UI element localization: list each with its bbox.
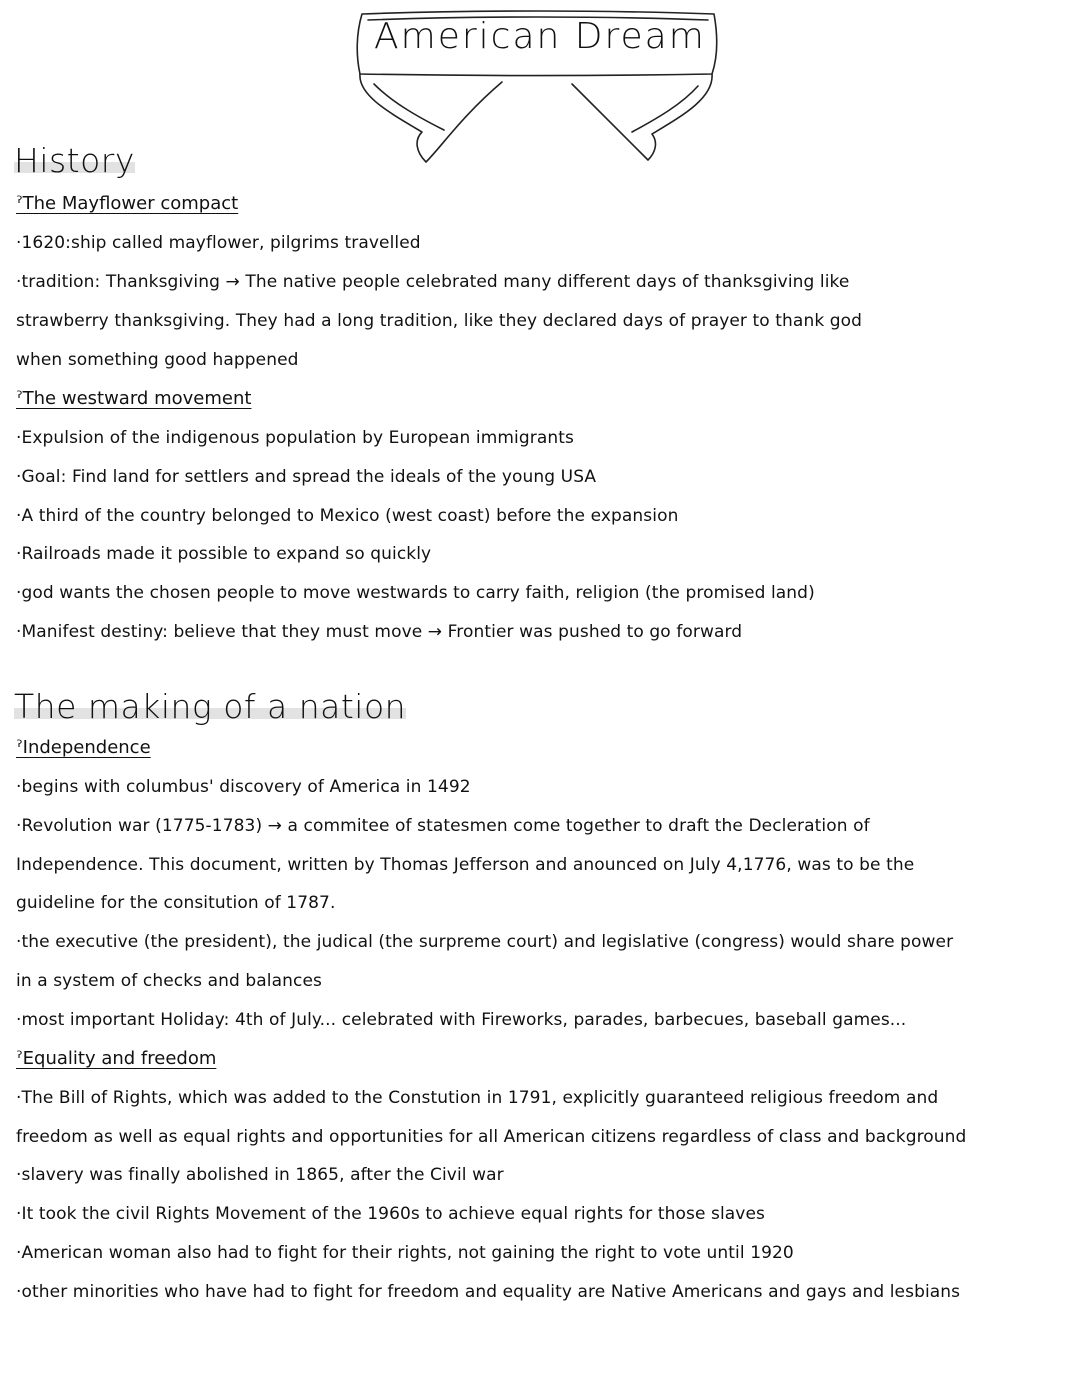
- subheading-mayflower-compact: ˀThe Mayflower compact: [16, 193, 239, 214]
- note-line: ·tradition: Thanksgiving → The native people celebrated many different days of thanksgiving like: [16, 272, 850, 292]
- note-line: ·The Bill of Rights, which was added to the Constution in 1791, explicitly guaranteed religious freedom and: [16, 1088, 939, 1108]
- section-heading-making-of-a-nation: The making of a nation: [14, 687, 407, 726]
- note-line: ·other minorities who have had to fight for freedom and equality are Native Americans and gays and lesbians: [16, 1282, 961, 1302]
- note-line: when something good happened: [16, 350, 299, 370]
- note-line: ·most important Holiday: 4th of July... celebrated with Fireworks, parades, barbecues, baseball games...: [16, 1010, 907, 1030]
- note-line: ·god wants the chosen people to move westwards to carry faith, religion (the promised land): [16, 583, 815, 603]
- note-line: ·A third of the country belonged to Mexico (west coast) before the expansion: [16, 506, 679, 526]
- note-line: ·Revolution war (1775-1783) → a commitee of statesmen come together to draft the Decleration of: [16, 816, 870, 836]
- page-title: American Dream: [374, 16, 706, 57]
- note-line: ·slavery was finally abolished in 1865, after the Civil war: [16, 1165, 504, 1185]
- subheading-equality-and-freedom: ˀEquality and freedom: [16, 1048, 217, 1069]
- note-line: guideline for the consitution of 1787.: [16, 893, 336, 913]
- note-line: ·1620:ship called mayflower, pilgrims travelled: [16, 233, 421, 253]
- note-line: ·Goal: Find land for settlers and spread the ideals of the young USA: [16, 467, 597, 487]
- note-line: Independence. This document, written by Thomas Jefferson and anounced on July 4,1776, was to be the: [16, 855, 915, 875]
- note-line: ·Manifest destiny: believe that they must move → Frontier was pushed to go forward: [16, 622, 743, 642]
- subheading-westward-movement: ˀThe westward movement: [16, 388, 252, 409]
- section-heading-history: History: [14, 141, 135, 180]
- note-line: ·Expulsion of the indigenous population by European immigrants: [16, 428, 574, 448]
- subheading-independence: ˀIndependence: [16, 737, 151, 758]
- note-line: freedom as well as equal rights and opportunities for all American citizens regardless of class and background: [16, 1127, 967, 1147]
- title-banner: [352, 6, 722, 166]
- note-line: ·It took the civil Rights Movement of the 1960s to achieve equal rights for those slaves: [16, 1204, 765, 1224]
- note-line: in a system of checks and balances: [16, 971, 322, 991]
- note-line: ·begins with columbus' discovery of America in 1492: [16, 777, 471, 797]
- note-line: ·American woman also had to fight for their rights, not gaining the right to vote until 1920: [16, 1243, 794, 1263]
- note-line: ·Railroads made it possible to expand so quickly: [16, 544, 432, 564]
- note-line: strawberry thanksgiving. They had a long tradition, like they declared days of prayer to thank god: [16, 311, 863, 331]
- note-line: ·the executive (the president), the judical (the surpreme court) and legislative (congress) would share power: [16, 932, 954, 952]
